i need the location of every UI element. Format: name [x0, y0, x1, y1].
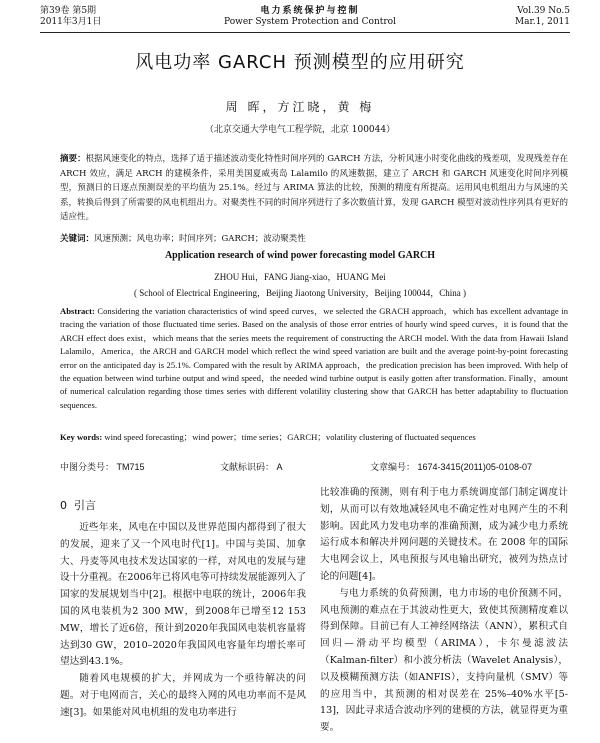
clc-field — [60, 460, 220, 473]
header-volume-issue: 第39卷 第5期 — [40, 6, 97, 16]
keywords-cn-label: 关键词： — [60, 234, 95, 244]
section-heading — [60, 497, 96, 513]
header-journal — [210, 6, 410, 28]
journal-name-cn: 电力系统保护与控制 — [260, 6, 360, 16]
keywords-en-text: wind speed forecasting；wind power；time series；GARCH；volatility clustering of fluctuated sequences — [104, 432, 476, 442]
clc-label: 中图分类号： — [60, 462, 115, 472]
section-number: 0 — [60, 499, 67, 512]
doc-code-field — [220, 460, 370, 473]
journal-name-en: Power System Protection and Control — [224, 17, 396, 27]
body-paragraph: 与电力系统的负荷预测，电力市场的电价预测不同，风电预测的难点在于其波动性更大，致使其预测精度难以得到保障。目前已有人工神经网络法（ANN），累积式自回归—滑动平均模型（ARIMA），卡尔曼滤波法（Kalman-filter）和小波分析法（Wavelet Analysis），以及模糊预测方法（如ANFIS），支持向量机（SMV）等的应用当中，其预测的相对误差在 25%–40%水平[5-13]，因此寻求适合波动序列的建模的方法，就显得更为重要。 — [320, 587, 568, 734]
header-date-cn: 2011年3月1日 — [40, 17, 102, 27]
title-en: Application research of wind power forecasting model GARCH — [164, 250, 436, 261]
header-volume-info — [40, 6, 101, 28]
header-volume-en: Vol.39 No.5 — [517, 6, 570, 16]
paper-title: 风电功率 GARCH 预测模型的应用研究 — [135, 52, 465, 73]
article-id-label: 文章编号： — [370, 462, 416, 472]
affiliation-en: ( School of Electrical Engineering，Beijing Jiaotong University，Beijing 100044，China ) — [134, 288, 466, 298]
body-paragraph: 比较准确的预测，则有利于电力系统调度部门制定调度计划，从而可以有效地减轻风电不确定性对电网产生的不利影响。因此风力发电功率的准确预测，成为减少电力系统运行成本和解决并网问题的关键技术。在 2008 年的国际大电网会议上，风电预报与风电输出研究，被列为热点讨论的问题[4]。 — [320, 487, 568, 582]
article-id-field — [370, 460, 532, 473]
abstract-cn-label: 摘要： — [60, 154, 86, 164]
classification-line — [60, 460, 568, 473]
running-header — [40, 4, 570, 33]
keywords-cn — [60, 232, 568, 244]
abstract-cn — [60, 152, 568, 225]
abstract-en — [60, 305, 568, 412]
paper-affiliation: （北京交通大学电气工程学院，北京 100044） — [204, 125, 396, 135]
keywords-en-label: Key words: — [60, 432, 103, 442]
body-left-column — [60, 520, 306, 722]
article-id-value: 1674-3415(2011)05-0108-07 — [417, 462, 532, 472]
header-volume-info-en — [515, 6, 570, 28]
abstract-en-label: Abstract: — [60, 306, 95, 316]
keywords-en — [60, 431, 568, 443]
header-date-en: Mar.1, 2011 — [514, 17, 570, 27]
abstract-cn-text: 根据风速变化的特点，选择了适于描述波动变化特性时间序列的 GARCH 方法，分析风速小时变化曲线的残差项，发现残差存在 ARCH 效应，满足 ARCH 的建模条件，采用美国夏威夷岛 Lalamilo 的风速数据，建立了 ARCH 和 GARCH 风速变化时间序列模型，预测日的日逐点预测误差的平均值为 25.1%。经过与 ARIMA 算法的比较，预测的精度有所提高。运用风电机组出力与风速的关系，转换后得到了所需要的风电机组出力。对聚类性不同的时间序列进行了多次数值计算，发现 GARCH 模型对波动性序列具有更好的适应性。 — [60, 154, 568, 222]
doc-code-value: A — [276, 462, 283, 472]
section-title: 引言 — [74, 499, 96, 512]
paper-authors: 周 晖，方江晓，黄 梅 — [225, 100, 375, 114]
clc-value: TM715 — [116, 462, 145, 472]
body-right-column — [320, 485, 568, 737]
abstract-en-text: Considering the variation characteristics of wind speed curves，we selected the GRACH approach，which has excellent advantage in tracing the variation of those fluctuated time series. Based on the analysis of those error entries of hourly wind speed curves，it is found that the ARCH effect does exist，which means that the series meets the requirement of constructing the ARCH model. With the data from Hawaii Island Lalamilo，America，the ARCH and GARCH model which reflect the wind speed variation are built and the average point-by-point forecasting error on the anticipated day is 25.1%. Compared with the result by ARIMA approach，the predication precision has been improved. With help of the equation between wind turbine output and wind speed，the needed wind turbine output is easily gotten after transformation. Finally，amount of numerical calculation regarding those times series with different volatility clustering show that GARCH has better adaptability to fluctuation sequences. — [60, 306, 568, 410]
keywords-cn-text: 风速预测；风电功率；时间序列；GARCH；波动聚类性 — [94, 234, 306, 244]
body-paragraph: 随着风电规模的扩大，并网成为一个亟待解决的问题。对于电网而言，关心的最终入网的风电功率而不是风速[3]。如果能对风电机组的发电功率进行 — [60, 673, 306, 718]
doc-code-label: 文献标识码： — [220, 462, 275, 472]
authors-en: ZHOU Hui，FANG Jiang-xiao，HUANG Mei — [214, 272, 386, 282]
body-paragraph: 近些年来，风电在中国以及世界范围内都得到了很大的发展，迎来了又一个风电时代[1]。中国与美国、加拿大、丹麦等风电技术发达国家的一样，对风电的发展与建设十分重视。在2006年已将风电等可持续发展能源列入了国家的发展规划当中[2]。根据中电联的统计，2006年我国的风电装机为2 300 MW，到2008年已增至12 153 MW，增长了近6倍，预计到2020年我国风电装机容量将达到30 GW，2010–2020年我国风电容量年均增长率可望达到43.1%。 — [60, 522, 306, 668]
